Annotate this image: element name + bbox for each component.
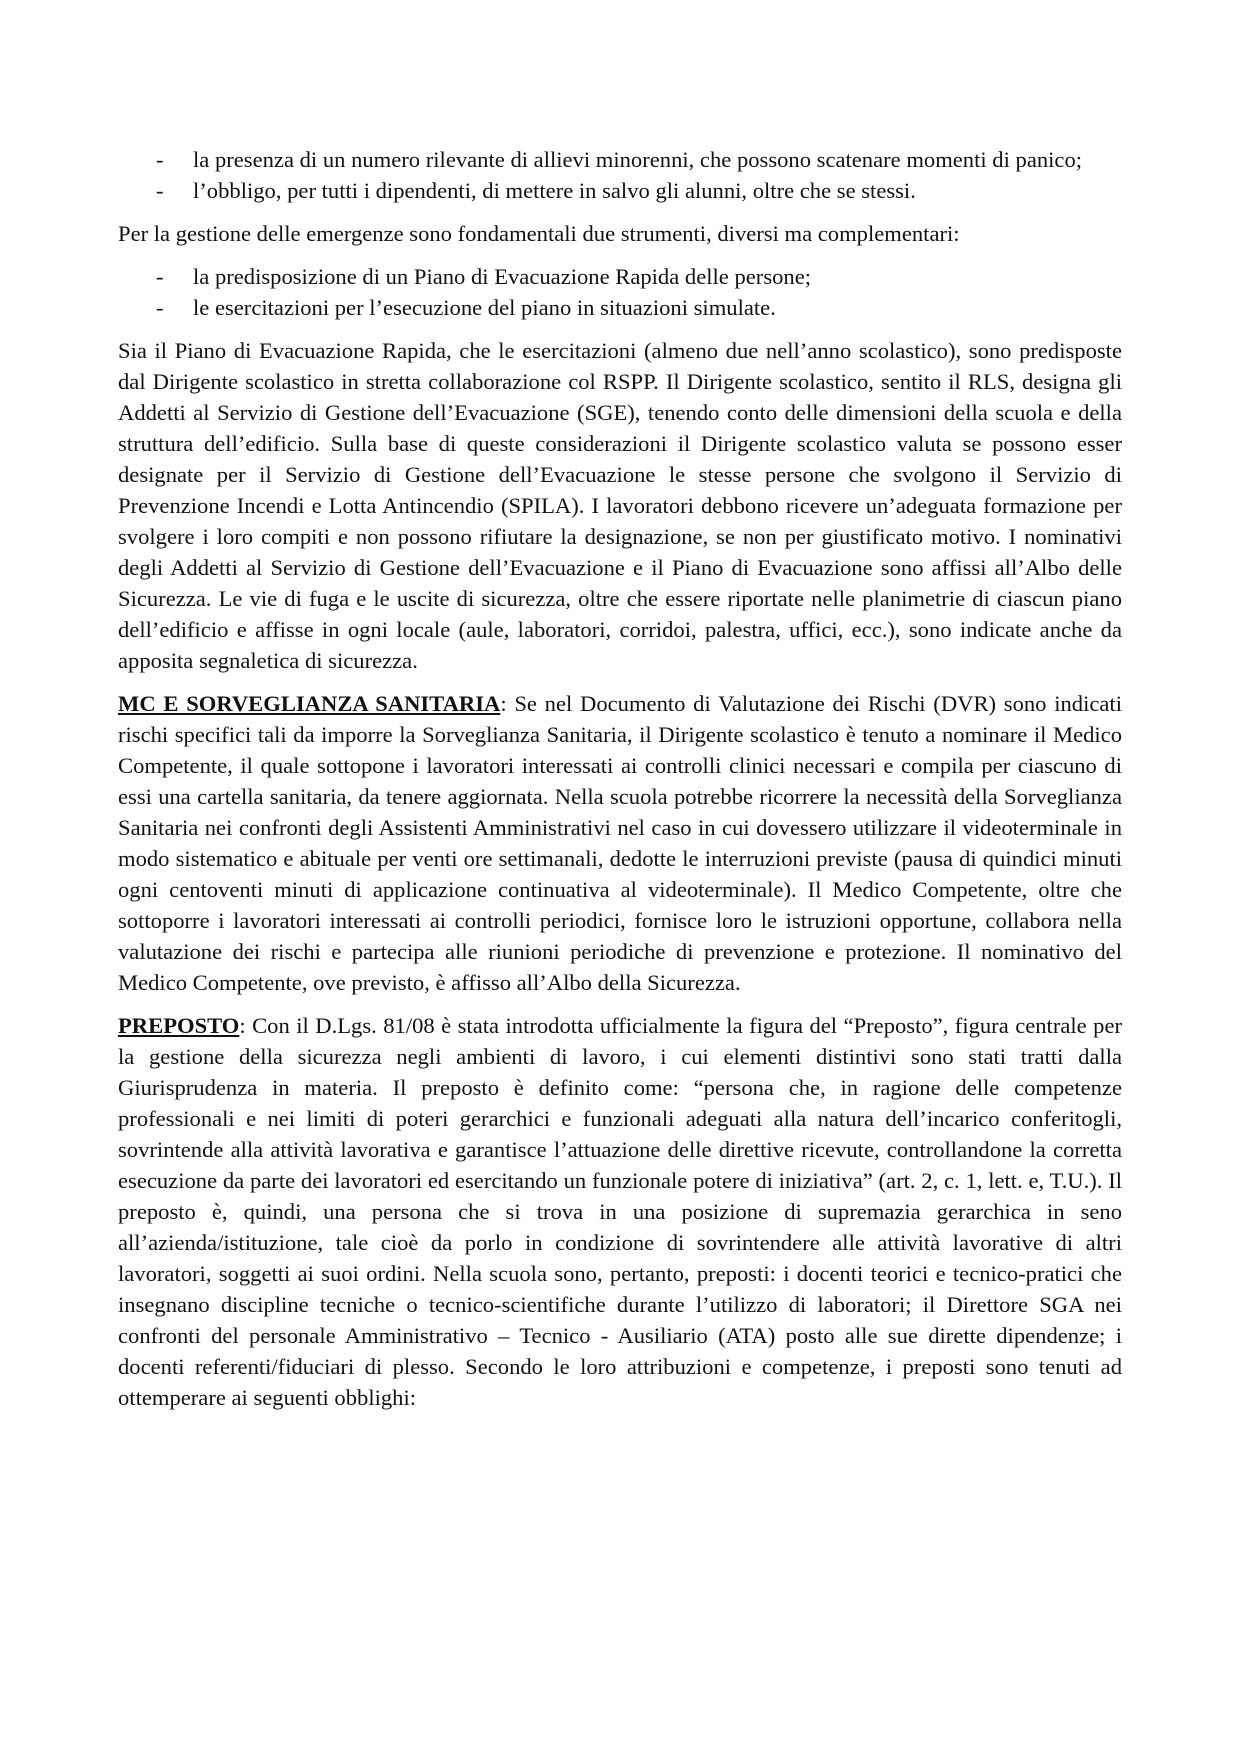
preposto-section xyxy=(118,1010,1122,1413)
list-item: - la presenza di un numero rilevante di allievi minorenni, che possono scatenare momenti di panico; xyxy=(118,144,1122,175)
section-heading-mc: MC E SORVEGLIANZA SANITARIA xyxy=(118,691,501,716)
list-item: - le esercitazioni per l’esecuzione del piano in situazioni simulate. xyxy=(118,292,1122,323)
evacuation-plan-paragraph: Sia il Piano di Evacuazione Rapida, che le esercitazioni (almeno due nell’anno scolastico), sono predisposte dal Dirigente scolastico in stretta collaborazione col RSPP. Il Dirigente scolastico, sentito il RLS, designa gli Addetti al Servizio di Gestione dell’Evacuazione (SGE), tenendo conto delle dimensioni della scuola e della struttura dell’edificio. Sulla base di queste considerazioni il Dirigente scolastico valuta se possono esser designate per il Servizio di Gestione dell’Evacuazione le stesse persone che svolgono il Servizio di Prevenzione Incendi e Lotta Antincendio (SPILA). I lavoratori debbono ricevere un’adeguata formazione per svolgere i loro compiti e non possono rifiutare la designazione, se non per giustificato motivo. I nominativi degli Addetti al Servizio di Gestione dell’Evacuazione e il Piano di Evacuazione sono affissi all’Albo delle Sicurezza. Le vie di fuga e le uscite di sicurezza, oltre che essere riportate nelle planimetrie di ciascun piano dell’edificio e affisse in ogni locale (aule, laboratori, corridoi, palestra, uffici, ecc.), sono indicate anche da apposita segnaletica di sicurezza. xyxy=(118,338,1122,673)
emergency-tools-list xyxy=(118,261,1122,323)
section-heading-preposto: PREPOSTO xyxy=(118,1013,240,1038)
section-body: : Se nel Documento di Valutazione dei Rischi (DVR) sono indicati rischi specifici tali da imporre la Sorveglianza Sanitaria, il Dirigente scolastico è tenuto a nominare il Medico Competente, il quale sottopone i lavoratori interessati ai controlli clinici necessari e compila per ciascuno di essi una cartella sanitaria, da tenere aggiornata. Nella scuola potrebbe ricorrere la necessità della Sorveglianza Sanitaria nei confronti degli Assistenti Amministrativi nel caso in cui dovessero utilizzare il videoterminale in modo sistematico e abituale per venti ore settimanali, dedotte le interruzioni previste (pausa di quindici minuti ogni centoventi minuti di applicazione continuativa al videoterminale). Il Medico Competente, oltre che sottoporre i lavoratori interessati ai controlli periodici, fornisce loro le istruzioni opportune, collabora nella valutazione dei rischi e partecipa alle riunioni periodiche di prevenzione e protezione. Il nominativo del Medico Competente, ove previsto, è affisso all’Albo della Sicurezza. xyxy=(118,691,1122,995)
section-body: : Con il D.Lgs. 81/08 è stata introdotta ufficialmente la figura del “Preposto”, figura centrale per la gestione della sicurezza negli ambienti di lavoro, i cui elementi distintivi sono stati tratti dalla Giurisprudenza in materia. Il preposto è definito come: “persona che, in ragione delle competenze professionali e nei limiti di poteri gerarchici e funzionali adeguati alla natura dell’incarico conferitogli, sovrintende alla attività lavorativa e garantisce l’attuazione delle direttive ricevute, controllandone la corretta esecuzione da parte dei lavoratori ed esercitando un funzionale potere di iniziativa” (art. 2, c. 1, lett. e, T.U.). Il preposto è, quindi, una persona che si trova in una posizione di supremazia gerarchica in seno all’azienda/istituzione, tale cioè da porlo in condizione di sovrintendere alle attività lavorative di altri lavoratori, soggetti ai suoi ordini. Nella scuola sono, pertanto, preposti: i docenti teorici e tecnico-pratici che insegnano discipline tecniche o tecnico-scientifiche durante l’utilizzo di laboratori; il Direttore SGA nei confronti del personale Amministrativo – Tecnico - Ausiliario (ATA) posto alle sue dirette dipendenze; i docenti referenti/fiduciari di plesso. Secondo le loro attribuzioni e competenze, i preposti sono tenuti ad ottemperare ai seguenti obblighi: xyxy=(118,1013,1122,1410)
list-item: - la predisposizione di un Piano di Evacuazione Rapida delle persone; xyxy=(118,261,1122,292)
risk-factors-list xyxy=(118,144,1122,206)
emergency-tools-intro: Per la gestione delle emergenze sono fondamentali due strumenti, diversi ma complementari: xyxy=(118,221,960,246)
list-item: - l’obbligo, per tutti i dipendenti, di mettere in salvo gli alunni, oltre che se stessi. xyxy=(118,175,1122,206)
health-surveillance-section xyxy=(118,688,1122,998)
